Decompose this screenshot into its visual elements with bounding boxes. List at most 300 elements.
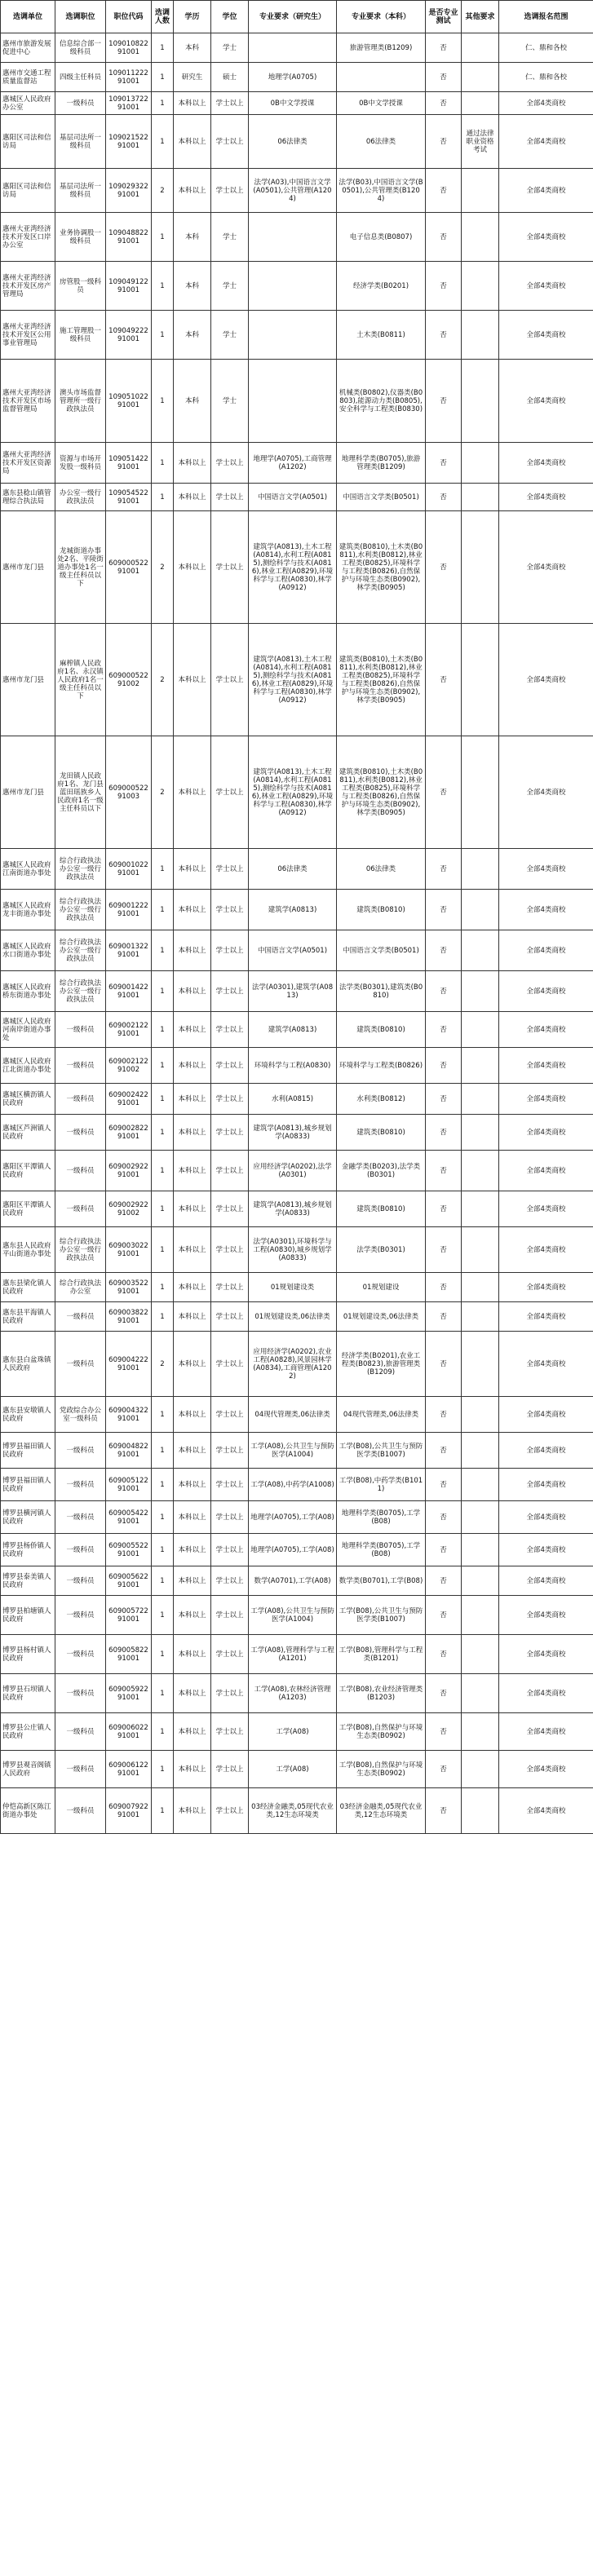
other-cell — [462, 262, 499, 311]
position-cell: 四级主任科员 — [55, 63, 106, 92]
code-cell: 60900582291001 — [106, 1635, 152, 1674]
postgrad-major-cell: 地理学(A0705) — [249, 63, 337, 92]
count-cell: 1 — [152, 1501, 174, 1534]
other-cell — [462, 1751, 499, 1788]
table-row — [1, 63, 593, 92]
scope-cell: 仁、鼎和各校 — [499, 63, 593, 92]
postgrad-major-cell: 06法律类 — [249, 849, 337, 890]
education-cell: 本科以上 — [174, 1227, 211, 1273]
test-cell: 否 — [426, 1469, 462, 1501]
degree-cell: 学士以上 — [211, 115, 249, 169]
unit-cell: 博罗县柏塘镇人民政府 — [1, 1596, 55, 1635]
test-cell: 否 — [426, 311, 462, 360]
table-row — [1, 169, 593, 213]
count-cell: 1 — [152, 360, 174, 443]
education-cell: 本科以上 — [174, 1501, 211, 1534]
position-cell: 一级科员 — [55, 1534, 106, 1566]
table-row — [1, 1115, 593, 1151]
table-row — [1, 360, 593, 443]
code-cell: 60900142291001 — [106, 971, 152, 1012]
count-cell: 2 — [152, 511, 174, 624]
undergrad-major-cell: 水利类(B0812) — [337, 1084, 426, 1115]
other-cell — [462, 1302, 499, 1332]
count-cell: 1 — [152, 1469, 174, 1501]
undergrad-major-cell: 工学(B08),管理科学与工程类(B1201) — [337, 1635, 426, 1674]
postgrad-major-cell: 地理学(A0705),工商管理(A1202) — [249, 443, 337, 484]
column-header: 其他要求 — [462, 1, 499, 33]
undergrad-major-cell: 土木类(B0811) — [337, 311, 426, 360]
degree-cell: 学士以上 — [211, 1751, 249, 1788]
test-cell: 否 — [426, 1273, 462, 1302]
count-cell: 1 — [152, 1596, 174, 1635]
postgrad-major-cell: 01规划建设类 — [249, 1273, 337, 1302]
education-cell: 本科以上 — [174, 1566, 211, 1596]
postgrad-major-cell: 建筑学(A0813),土木工程(A0814),水利工程(A0815),测绘科学与技术(A0816),林业工程(A0829),环境科学与工程(A0830),林学(A0912) — [249, 736, 337, 849]
count-cell: 1 — [152, 1397, 174, 1433]
undergrad-major-cell: 建筑类(B0810),土木类(B0811),水利类(B0812),林业工程类(B0825),环境科学与工程类(B0826),自然保护与环境生态类(B0902),林学类(B0905) — [337, 511, 426, 624]
unit-cell: 仲恺高新区陈江街道办事处 — [1, 1788, 55, 1834]
code-cell: 60900212291002 — [106, 1048, 152, 1084]
other-cell — [462, 1151, 499, 1191]
postgrad-major-cell: 建筑学(A0813),城乡规划学(A0833) — [249, 1191, 337, 1227]
other-cell — [462, 484, 499, 511]
count-cell: 1 — [152, 33, 174, 63]
other-cell — [462, 33, 499, 63]
table-row — [1, 1191, 593, 1227]
code-cell: 60900602291001 — [106, 1713, 152, 1751]
position-cell: 一级科员 — [55, 1332, 106, 1397]
code-cell: 10905102291001 — [106, 360, 152, 443]
other-cell — [462, 1227, 499, 1273]
other-cell — [462, 311, 499, 360]
postgrad-major-cell: 应用经济学(A0202),法学(A0301) — [249, 1151, 337, 1191]
position-cell: 一级科员 — [55, 1048, 106, 1084]
position-cell: 基层司法所一级科员 — [55, 115, 106, 169]
unit-cell: 惠东县梁化镇人民政府 — [1, 1273, 55, 1302]
count-cell: 1 — [152, 92, 174, 115]
undergrad-major-cell: 建筑类(B0810),土木类(B0811),水利类(B0812),林业工程类(B0825),环境科学与工程类(B0826),自然保护与环境生态类(B0902),林学类(B0905) — [337, 624, 426, 736]
unit-cell: 惠州市交通工程质量监督站 — [1, 63, 55, 92]
other-cell — [462, 624, 499, 736]
education-cell: 本科以上 — [174, 115, 211, 169]
count-cell: 1 — [152, 1227, 174, 1273]
other-cell — [462, 63, 499, 92]
degree-cell: 学士以上 — [211, 484, 249, 511]
other-cell — [462, 1534, 499, 1566]
degree-cell: 学士以上 — [211, 1115, 249, 1151]
table-row — [1, 1012, 593, 1048]
count-cell: 1 — [152, 930, 174, 971]
undergrad-major-cell: 建筑类(B0810) — [337, 1115, 426, 1151]
scope-cell: 全部4类商校 — [499, 1084, 593, 1115]
column-header: 职位代码 — [106, 1, 152, 33]
position-cell: 业务协调股一级科员 — [55, 213, 106, 262]
position-cell: 一级科员 — [55, 1596, 106, 1635]
count-cell: 2 — [152, 169, 174, 213]
table-row — [1, 311, 593, 360]
degree-cell: 学士以上 — [211, 1534, 249, 1566]
scope-cell: 全部4类商校 — [499, 1469, 593, 1501]
position-cell: 一级科员 — [55, 1151, 106, 1191]
unit-cell: 惠阳区平潭镇人民政府 — [1, 1151, 55, 1191]
code-cell: 60900292291001 — [106, 1151, 152, 1191]
postgrad-major-cell — [249, 311, 337, 360]
unit-cell: 惠东县稔山镇管理综合执法局 — [1, 484, 55, 511]
undergrad-major-cell: 01规划建设 — [337, 1273, 426, 1302]
count-cell: 2 — [152, 1332, 174, 1397]
table-row — [1, 736, 593, 849]
education-cell: 本科 — [174, 311, 211, 360]
test-cell: 否 — [426, 1115, 462, 1151]
unit-cell: 惠城区人民政府河南岸街道办事处 — [1, 1012, 55, 1048]
postgrad-major-cell: 建筑学(A0813) — [249, 1012, 337, 1048]
table-row — [1, 1674, 593, 1713]
position-cell: 一级科员 — [55, 1469, 106, 1501]
test-cell: 否 — [426, 1012, 462, 1048]
education-cell: 本科以上 — [174, 849, 211, 890]
education-cell: 本科以上 — [174, 484, 211, 511]
column-header: 选调职位 — [55, 1, 106, 33]
scope-cell: 全部4类商校 — [499, 311, 593, 360]
code-cell: 60900382291001 — [106, 1302, 152, 1332]
count-cell: 1 — [152, 1151, 174, 1191]
unit-cell: 惠州大亚湾经济技术开发区公用事业管理局 — [1, 311, 55, 360]
count-cell: 1 — [152, 1635, 174, 1674]
code-cell: 60900052291001 — [106, 511, 152, 624]
count-cell: 1 — [152, 262, 174, 311]
position-cell: 综合行政执法办公室一级行政执法员 — [55, 1227, 106, 1273]
test-cell: 否 — [426, 1501, 462, 1534]
unit-cell: 惠州大亚湾经济技术开发区房产管理局 — [1, 262, 55, 311]
position-cell: 一级科员 — [55, 1191, 106, 1227]
other-cell — [462, 1012, 499, 1048]
code-cell: 60900052291002 — [106, 624, 152, 736]
education-cell: 本科以上 — [174, 1048, 211, 1084]
undergrad-major-cell: 地理科学类(B0705),旅游管理类(B1209) — [337, 443, 426, 484]
count-cell: 1 — [152, 890, 174, 930]
count-cell: 1 — [152, 971, 174, 1012]
table-row — [1, 1397, 593, 1433]
code-cell: 60900122291001 — [106, 890, 152, 930]
undergrad-major-cell: 旅游管理类(B1209) — [337, 33, 426, 63]
education-cell: 研究生 — [174, 63, 211, 92]
count-cell: 1 — [152, 1751, 174, 1788]
table-row — [1, 1084, 593, 1115]
count-cell: 1 — [152, 484, 174, 511]
other-cell — [462, 1084, 499, 1115]
unit-cell: 惠城区人民政府龙丰街道办事处 — [1, 890, 55, 930]
education-cell: 本科 — [174, 213, 211, 262]
scope-cell: 全部4类商校 — [499, 443, 593, 484]
position-cell: 一级科员 — [55, 1501, 106, 1534]
scope-cell: 全部4类商校 — [499, 1273, 593, 1302]
unit-cell: 惠城区横沥镇人民政府 — [1, 1084, 55, 1115]
postgrad-major-cell — [249, 33, 337, 63]
education-cell: 本科以上 — [174, 1433, 211, 1469]
other-cell — [462, 169, 499, 213]
degree-cell: 学士 — [211, 262, 249, 311]
education-cell: 本科以上 — [174, 890, 211, 930]
other-cell — [462, 1191, 499, 1227]
degree-cell: 学士以上 — [211, 1084, 249, 1115]
table-row — [1, 115, 593, 169]
position-cell: 一级科员 — [55, 92, 106, 115]
code-cell: 60900212291001 — [106, 1012, 152, 1048]
education-cell: 本科以上 — [174, 1115, 211, 1151]
education-cell: 本科以上 — [174, 1751, 211, 1788]
table-row — [1, 1227, 593, 1273]
scope-cell: 全部4类商校 — [499, 169, 593, 213]
code-cell: 10901372291001 — [106, 92, 152, 115]
other-cell — [462, 1048, 499, 1084]
column-header: 专业要求（本科） — [337, 1, 426, 33]
other-cell — [462, 443, 499, 484]
education-cell: 本科以上 — [174, 1273, 211, 1302]
undergrad-major-cell — [337, 63, 426, 92]
test-cell: 否 — [426, 1302, 462, 1332]
other-cell — [462, 849, 499, 890]
unit-cell: 惠州市旅游发展促进中心 — [1, 33, 55, 63]
unit-cell: 惠城区人民政府办公室 — [1, 92, 55, 115]
code-cell: 60900592291001 — [106, 1674, 152, 1713]
degree-cell: 学士以上 — [211, 1191, 249, 1227]
scope-cell: 全部4类商校 — [499, 1674, 593, 1713]
postgrad-major-cell — [249, 213, 337, 262]
unit-cell: 惠东县平海镇人民政府 — [1, 1302, 55, 1332]
count-cell: 1 — [152, 1674, 174, 1713]
undergrad-major-cell: 工学(B08),中药学类(B1011) — [337, 1469, 426, 1501]
scope-cell: 全部4类商校 — [499, 360, 593, 443]
degree-cell: 学士以上 — [211, 1596, 249, 1635]
degree-cell: 学士以上 — [211, 1397, 249, 1433]
unit-cell: 惠城区人民政府水口街道办事处 — [1, 930, 55, 971]
test-cell: 否 — [426, 1751, 462, 1788]
unit-cell: 博罗县福田镇人民政府 — [1, 1469, 55, 1501]
scope-cell: 全部4类商校 — [499, 1302, 593, 1332]
postgrad-major-cell: 建筑学(A0813) — [249, 890, 337, 930]
education-cell: 本科以上 — [174, 92, 211, 115]
position-cell: 龙城街道办事处2名、平陵街道办事处1名一级主任科员以下 — [55, 511, 106, 624]
education-cell: 本科以上 — [174, 1596, 211, 1635]
position-cell: 一级科员 — [55, 1115, 106, 1151]
scope-cell: 全部4类商校 — [499, 1191, 593, 1227]
degree-cell: 学士以上 — [211, 1433, 249, 1469]
unit-cell: 惠城区人民政府江北街道办事处 — [1, 1048, 55, 1084]
position-cell: 综合行政执法办公室一级行政执法员 — [55, 971, 106, 1012]
unit-cell: 惠东县白盆珠镇人民政府 — [1, 1332, 55, 1397]
other-cell — [462, 1433, 499, 1469]
position-cell: 一级科员 — [55, 1084, 106, 1115]
degree-cell: 学士以上 — [211, 971, 249, 1012]
education-cell: 本科以上 — [174, 1788, 211, 1834]
unit-cell: 博罗县公庄镇人民政府 — [1, 1713, 55, 1751]
code-cell: 10901122291001 — [106, 63, 152, 92]
scope-cell: 全部4类商校 — [499, 1397, 593, 1433]
count-cell: 1 — [152, 1048, 174, 1084]
undergrad-major-cell: 建筑类(B0810),土木类(B0811),水利类(B0812),林业工程类(B0825),环境科学与工程类(B0826),自然保护与环境生态类(B0902),林学类(B0905) — [337, 736, 426, 849]
table-row — [1, 1713, 593, 1751]
count-cell: 1 — [152, 1713, 174, 1751]
code-cell: 60900052291003 — [106, 736, 152, 849]
table-row — [1, 1151, 593, 1191]
code-cell: 60900552291001 — [106, 1534, 152, 1566]
undergrad-major-cell: 地理科学类(B0705),工学(B08) — [337, 1501, 426, 1534]
degree-cell: 学士以上 — [211, 736, 249, 849]
postgrad-major-cell: 工学(A08) — [249, 1713, 337, 1751]
education-cell: 本科以上 — [174, 511, 211, 624]
education-cell: 本科以上 — [174, 1084, 211, 1115]
test-cell: 否 — [426, 262, 462, 311]
test-cell: 否 — [426, 1566, 462, 1596]
unit-cell: 惠州大亚湾经济技术开发区市场监督管理局 — [1, 360, 55, 443]
table-row — [1, 1273, 593, 1302]
test-cell: 否 — [426, 63, 462, 92]
code-cell: 60900132291001 — [106, 930, 152, 971]
degree-cell: 学士以上 — [211, 624, 249, 736]
scope-cell: 全部4类商校 — [499, 511, 593, 624]
education-cell: 本科以上 — [174, 736, 211, 849]
postgrad-major-cell: 工学(A08),管理科学与工程(A1201) — [249, 1635, 337, 1674]
degree-cell: 学士 — [211, 311, 249, 360]
test-cell: 否 — [426, 1397, 462, 1433]
degree-cell: 学士以上 — [211, 1469, 249, 1501]
scope-cell: 全部4类商校 — [499, 1433, 593, 1469]
scope-cell: 全部4类商校 — [499, 92, 593, 115]
postgrad-major-cell: 中国语言文学(A0501) — [249, 930, 337, 971]
education-cell: 本科以上 — [174, 1012, 211, 1048]
postgrad-major-cell: 0B中文学授课 — [249, 92, 337, 115]
code-cell: 60900512291001 — [106, 1469, 152, 1501]
table-row — [1, 1501, 593, 1534]
other-cell — [462, 930, 499, 971]
postgrad-major-cell: 法学(A0301),环境科学与工程(A0830),城乡规划学(A0833) — [249, 1227, 337, 1273]
other-cell — [462, 1332, 499, 1397]
other-cell — [462, 511, 499, 624]
scope-cell: 仁、鼎和各校 — [499, 33, 593, 63]
unit-cell: 惠东县人民政府平山街道办事处 — [1, 1227, 55, 1273]
test-cell: 否 — [426, 1084, 462, 1115]
degree-cell: 学士以上 — [211, 1635, 249, 1674]
code-cell: 60900612291001 — [106, 1751, 152, 1788]
other-cell — [462, 360, 499, 443]
position-cell: 一级科员 — [55, 1751, 106, 1788]
degree-cell: 学士以上 — [211, 1713, 249, 1751]
column-header: 选调报名范围 — [499, 1, 593, 33]
undergrad-major-cell: 工学(B08),公共卫生与预防医学类(B1007) — [337, 1596, 426, 1635]
undergrad-major-cell: 建筑类(B0810) — [337, 890, 426, 930]
test-cell: 否 — [426, 1191, 462, 1227]
scope-cell: 全部4类商校 — [499, 1596, 593, 1635]
other-cell — [462, 1397, 499, 1433]
position-cell: 龙田镇人民政府1名、龙门县蓝田瑶族乡人民政府1名一级主任科员以下 — [55, 736, 106, 849]
degree-cell: 学士以上 — [211, 1151, 249, 1191]
code-cell: 60900562291001 — [106, 1566, 152, 1596]
other-cell — [462, 736, 499, 849]
code-cell: 60900302291001 — [106, 1227, 152, 1273]
position-cell: 综合行政执法办公室一级行政执法员 — [55, 890, 106, 930]
scope-cell: 全部4类商校 — [499, 849, 593, 890]
count-cell: 1 — [152, 63, 174, 92]
postgrad-major-cell: 地理学(A0705),工学(A08) — [249, 1534, 337, 1566]
table-row — [1, 890, 593, 930]
education-cell: 本科 — [174, 360, 211, 443]
postgrad-major-cell — [249, 262, 337, 311]
test-cell: 否 — [426, 1151, 462, 1191]
position-cell: 一级科员 — [55, 1566, 106, 1596]
other-cell — [462, 1566, 499, 1596]
scope-cell: 全部4类商校 — [499, 890, 593, 930]
postgrad-major-cell: 工学(A08),农林经济管理(A1203) — [249, 1674, 337, 1713]
test-cell: 否 — [426, 92, 462, 115]
other-cell — [462, 1273, 499, 1302]
undergrad-major-cell: 建筑类(B0810) — [337, 1191, 426, 1227]
education-cell: 本科以上 — [174, 1302, 211, 1332]
other-cell — [462, 890, 499, 930]
count-cell: 1 — [152, 1534, 174, 1566]
table-row — [1, 1635, 593, 1674]
unit-cell: 惠城区芦洲镇人民政府 — [1, 1115, 55, 1151]
postgrad-major-cell: 06法律类 — [249, 115, 337, 169]
undergrad-major-cell: 法学类(B0301),建筑类(B0810) — [337, 971, 426, 1012]
position-cell: 一级科员 — [55, 1302, 106, 1332]
scope-cell: 全部4类商校 — [499, 930, 593, 971]
degree-cell: 学士以上 — [211, 1566, 249, 1596]
count-cell: 1 — [152, 443, 174, 484]
undergrad-major-cell: 法学(B03),中国语言文学(B0501),公共管理类(B1204) — [337, 169, 426, 213]
undergrad-major-cell: 地理科学类(B0705),工学(B08) — [337, 1534, 426, 1566]
postgrad-major-cell — [249, 360, 337, 443]
code-cell: 60900422291001 — [106, 1332, 152, 1397]
unit-cell: 博罗县石坝镇人民政府 — [1, 1674, 55, 1713]
postgrad-major-cell: 工学(A08),公共卫生与预防医学(A1004) — [249, 1433, 337, 1469]
education-cell: 本科 — [174, 33, 211, 63]
unit-cell: 博罗县观音阁镇人民政府 — [1, 1751, 55, 1788]
education-cell: 本科以上 — [174, 1191, 211, 1227]
other-cell — [462, 1469, 499, 1501]
undergrad-major-cell: 工学(B08),公共卫生与预防医学类(B1007) — [337, 1433, 426, 1469]
degree-cell: 学士以上 — [211, 511, 249, 624]
test-cell: 否 — [426, 1635, 462, 1674]
degree-cell: 学士以上 — [211, 1227, 249, 1273]
count-cell: 1 — [152, 115, 174, 169]
count-cell: 1 — [152, 311, 174, 360]
test-cell: 否 — [426, 1332, 462, 1397]
other-cell — [462, 1115, 499, 1151]
position-cell: 施工管理股一级科员 — [55, 311, 106, 360]
scope-cell: 全部4类商校 — [499, 1713, 593, 1751]
table-row — [1, 443, 593, 484]
table-row — [1, 1433, 593, 1469]
scope-cell: 全部4类商校 — [499, 736, 593, 849]
education-cell: 本科以上 — [174, 1635, 211, 1674]
education-cell: 本科以上 — [174, 1397, 211, 1433]
undergrad-major-cell: 环境科学与工程类(B0826) — [337, 1048, 426, 1084]
other-cell — [462, 1635, 499, 1674]
undergrad-major-cell: 01规划建设类,06法律类 — [337, 1302, 426, 1332]
other-cell: 通过法律职业资格考试 — [462, 115, 499, 169]
postgrad-major-cell: 建筑学(A0813),城乡规划学(A0833) — [249, 1115, 337, 1151]
code-cell: 10905452291001 — [106, 484, 152, 511]
code-cell: 60900352291001 — [106, 1273, 152, 1302]
degree-cell: 学士以上 — [211, 1788, 249, 1834]
test-cell: 否 — [426, 1596, 462, 1635]
test-cell: 否 — [426, 1788, 462, 1834]
degree-cell: 学士以上 — [211, 92, 249, 115]
scope-cell: 全部4类商校 — [499, 971, 593, 1012]
count-cell: 1 — [152, 849, 174, 890]
scope-cell: 全部4类商校 — [499, 1751, 593, 1788]
postgrad-major-cell: 法学(A03),中国语言文学(A0501),公共管理(A1204) — [249, 169, 337, 213]
